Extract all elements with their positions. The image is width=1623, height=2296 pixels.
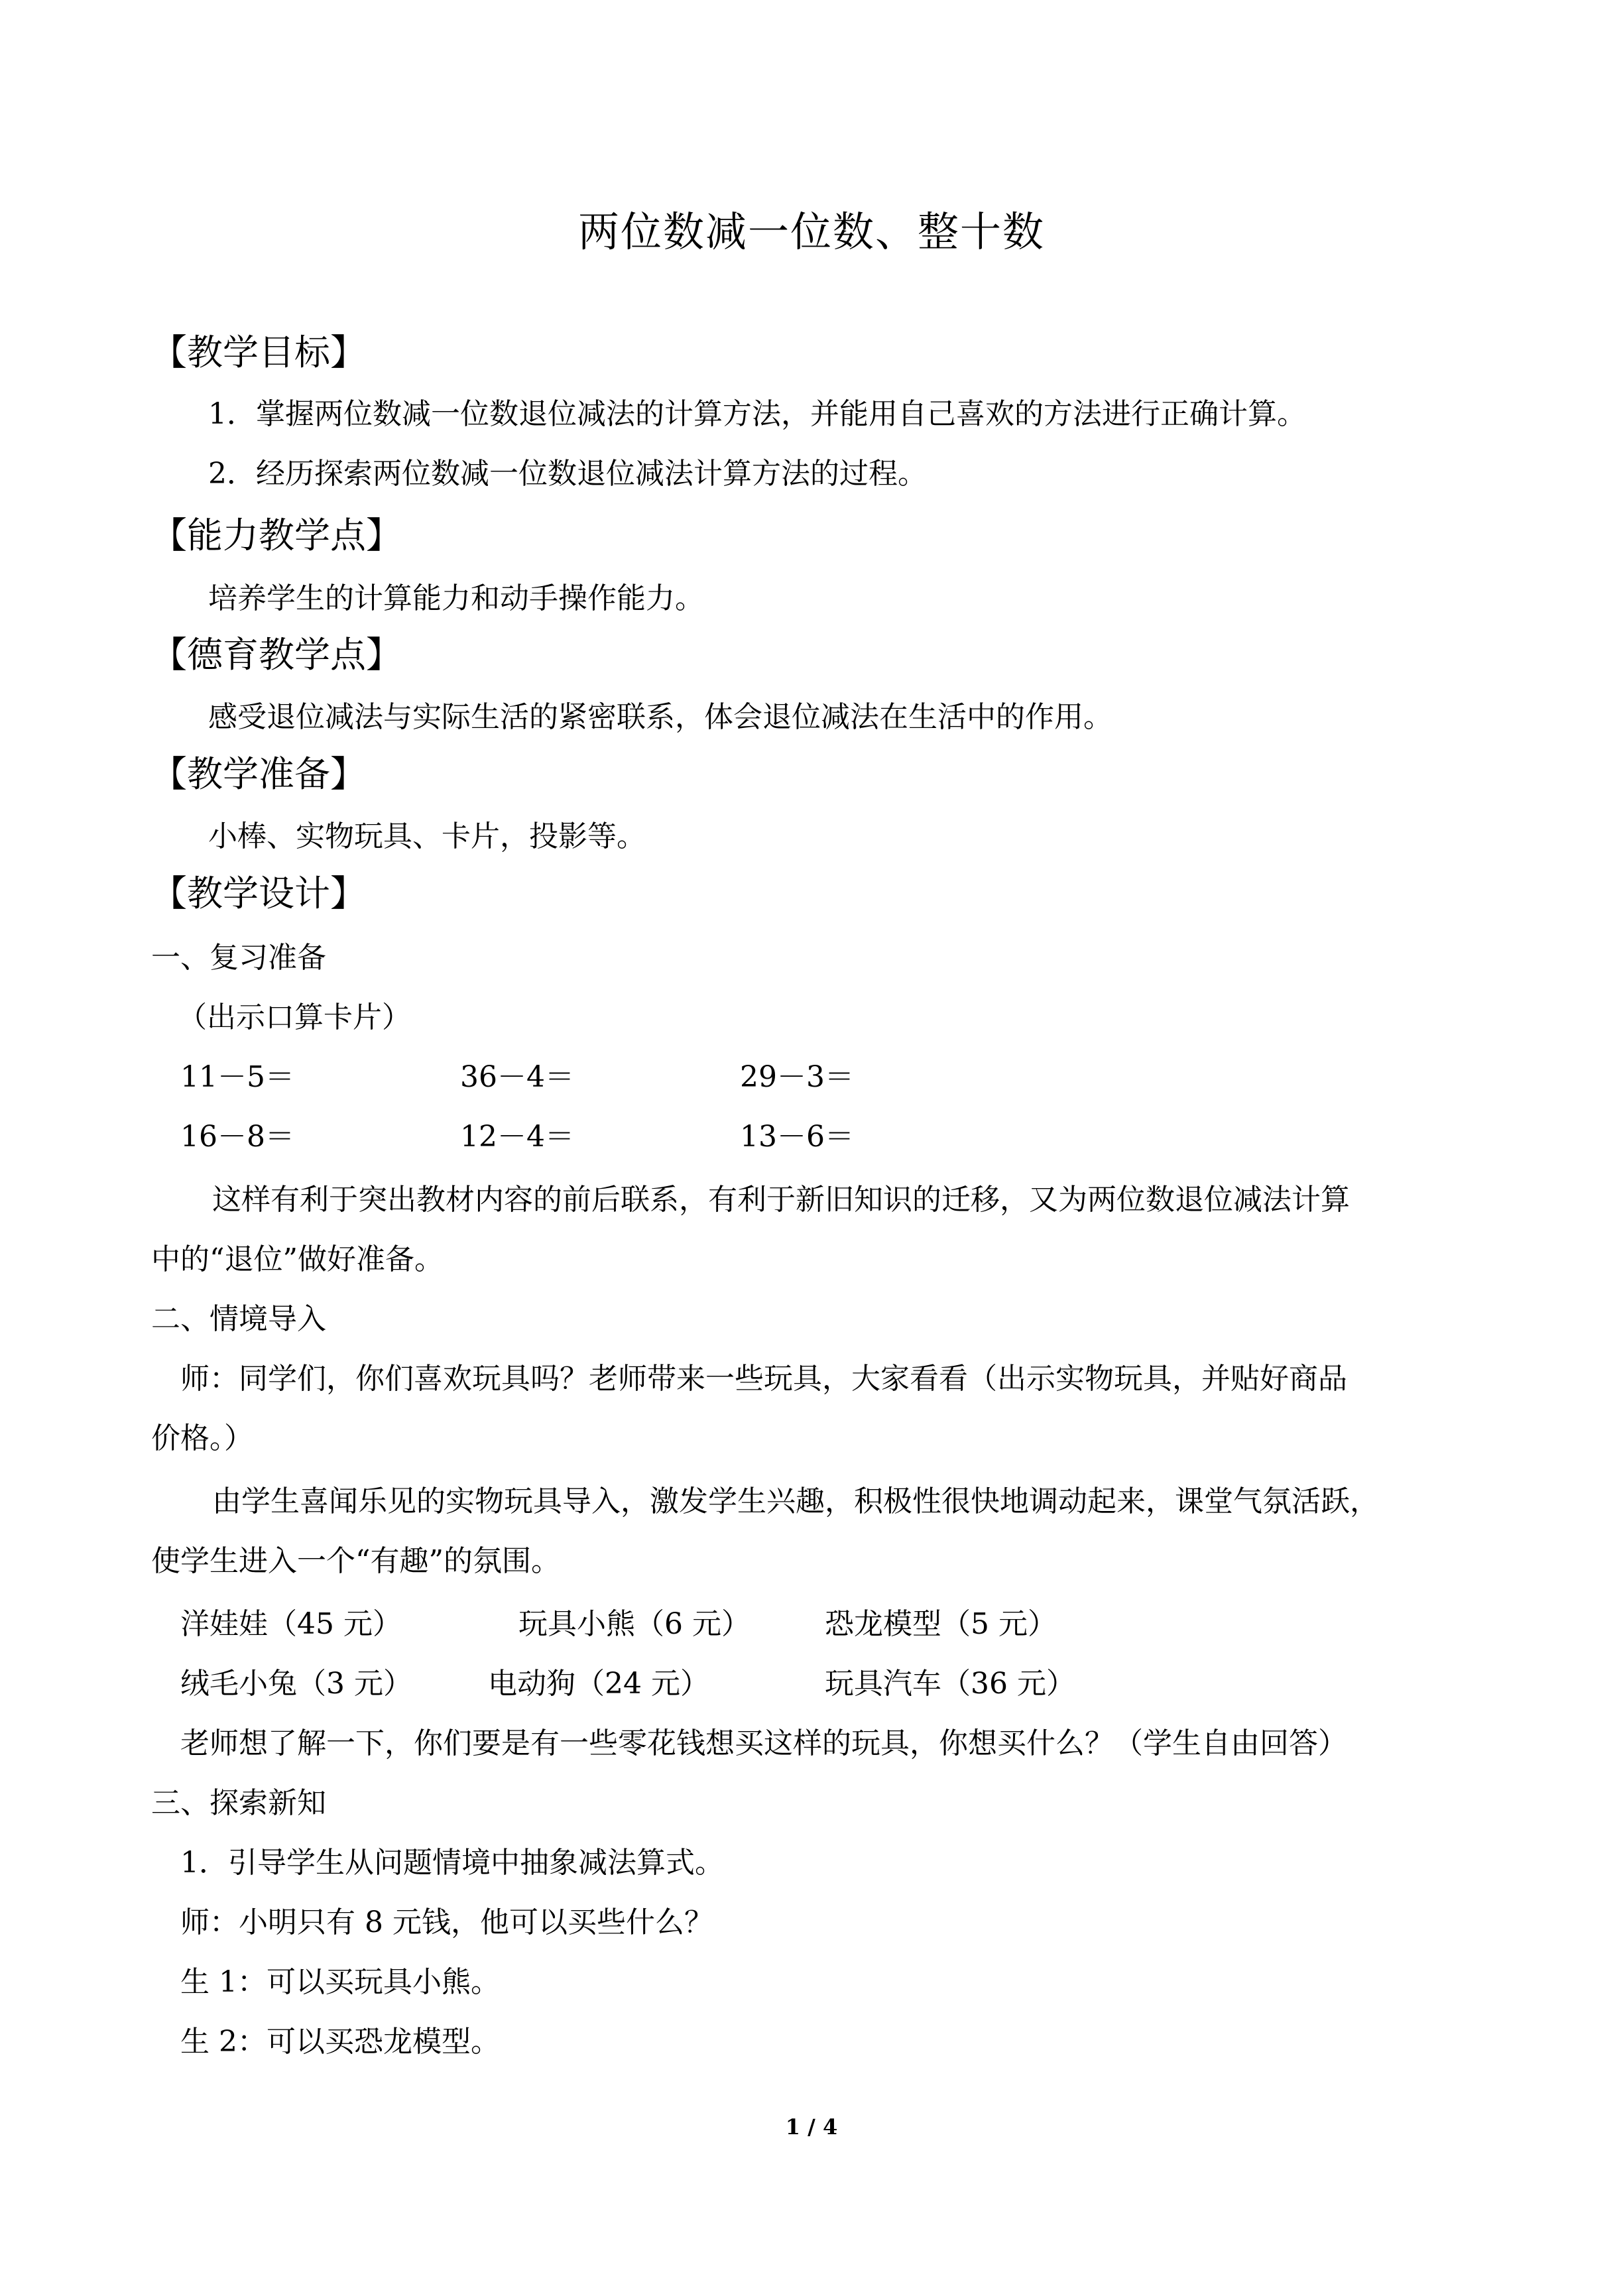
toy-item: 恐龙模型（5 元）	[825, 1607, 1057, 1641]
moral-text: 感受退位减法与实际生活的紧密联系，体会退位减法在生活中的作用。	[208, 700, 1112, 734]
toy-item: 洋娃娃（45 元）	[180, 1607, 402, 1641]
expression: 13－6＝	[740, 1120, 854, 1154]
ability-text: 培养学生的计算能力和动手操作能力。	[208, 581, 704, 615]
explore-step-1: 1．引导学生从问题情境中抽象减法算式。	[180, 1846, 724, 1880]
situation-comment-line-1: 由学生喜闻乐见的实物玩具导入，激发学生兴趣，积极性很快地调动起来，课堂气氛活跃，	[212, 1484, 1379, 1518]
review-note: （出示口算卡片）	[178, 1000, 411, 1034]
situation-question: 老师想了解一下，你们要是有一些零花钱想买这样的玩具，你想买什么？（学生自由回答）	[180, 1726, 1347, 1760]
ability-heading: 【能力教学点】	[151, 514, 402, 556]
review-heading: 一、复习准备	[151, 941, 326, 975]
toy-item: 玩具小熊（6 元）	[518, 1607, 751, 1641]
objectives-heading: 【教学目标】	[151, 332, 366, 373]
page-number: 1 / 4	[785, 2114, 838, 2140]
expression: 36－4＝	[460, 1060, 574, 1094]
review-comment-line-1: 这样有利于突出教材内容的前后联系，有利于新旧知识的迁移，又为两位数退位减法计算	[212, 1183, 1350, 1217]
moral-heading: 【德育教学点】	[151, 634, 402, 676]
objective-item-2: 2．经历探索两位数减一位数退位减法计算方法的过程。	[208, 457, 927, 491]
toy-item: 绒毛小兔（3 元）	[180, 1667, 412, 1701]
expression: 16－8＝	[180, 1120, 294, 1154]
situation-heading: 二、情境导入	[151, 1302, 326, 1336]
design-heading: 【教学设计】	[151, 873, 366, 914]
teacher-line-2: 价格。）	[151, 1421, 253, 1455]
preparation-heading: 【教学准备】	[151, 753, 366, 795]
expression: 11－5＝	[180, 1060, 294, 1094]
expression: 29－3＝	[740, 1060, 854, 1094]
expression: 12－4＝	[460, 1120, 574, 1154]
page-title: 两位数减一位数、整十数	[577, 208, 1045, 256]
teacher-line-1: 师：同学们，你们喜欢玩具吗？老师带来一些玩具，大家看看（出示实物玩具，并贴好商品	[180, 1362, 1347, 1396]
toy-item: 玩具汽车（36 元）	[825, 1667, 1075, 1701]
explore-student-2: 生 2：可以买恐龙模型。	[180, 2025, 500, 2059]
preparation-text: 小棒、实物玩具、卡片，投影等。	[208, 819, 646, 853]
situation-comment-line-2: 使学生进入一个“有趣”的氛围。	[151, 1544, 560, 1578]
objective-item-1: 1．掌握两位数减一位数退位减法的计算方法，并能用自己喜欢的方法进行正确计算。	[208, 397, 1306, 431]
explore-student-1: 生 1：可以买玩具小熊。	[180, 1965, 500, 1999]
explore-teacher: 师：小明只有 8 元钱，他可以买些什么？	[180, 1905, 713, 1939]
review-comment-line-2: 中的“退位”做好准备。	[151, 1242, 444, 1276]
toy-item: 电动狗（24 元）	[488, 1667, 709, 1701]
explore-heading: 三、探索新知	[151, 1786, 326, 1820]
